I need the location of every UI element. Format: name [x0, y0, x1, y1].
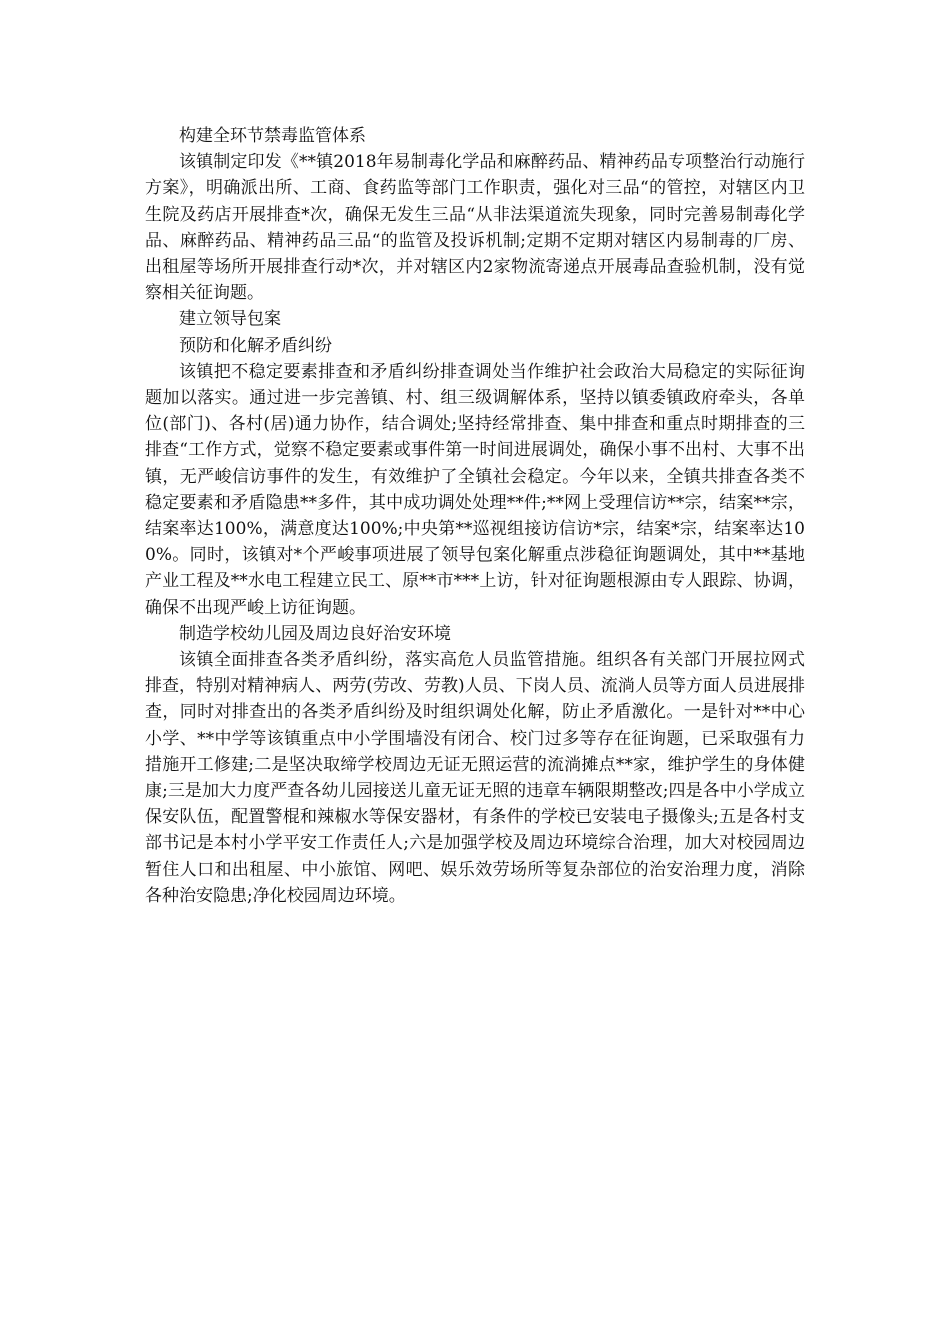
section-heading-dispute-prevention: 预防和化解矛盾纠纷: [179, 335, 332, 356]
paragraph-drug-control: 该镇制定印发《**镇2018年易制毒化学品和麻醉药品、精神药品专项整治行动施行方案》，明确派出所、工商、食药监等部门工作职责，强化对三品“的管控，对辖区内卫生院及药店开展排查*次，确保无发生三品“从非法渠道流失现象，同时完善易制毒化学品、麻醉药品、精神药品三品“的监管及投诉机制;定期不定期对辖区内易制毒的厂房、出租屋等场所开展排查行动*次，并对辖区内2家物流寄递点开展毒品查验机制，没有觉察相关征询题。: [145, 152, 805, 304]
section-heading-leadership-case: 建立领导包案: [179, 309, 281, 330]
paragraph-school-safety: 该镇全面排查各类矛盾纠纷，落实高危人员监管措施。组织各有关部门开展拉网式排查，特别对精神病人、两劳(劳改、劳教)人员、下岗人员、流淌人员等方面人员进展排查，同时对排查出的各类矛盾纠纷及时组织调处化解，防止矛盾激化。一是针对**中心小学、**中学等该镇重点中小学围墙没有闭合、校门过多等存在征询题，已采取强有力措施开工修建;二是坚决取缔学校周边无证无照运营的流淌摊点**家，维护学生的身体健康;三是加大力度严查各幼儿园接送儿童无证无照的违章车辆限期整改;四是各中小学成立保安队伍，配置警棍和辣椒水等保安器材，有条件的学校已安装电子摄像头;五是各村支部书记是本村小学平安工作责任人;六是加强学校及周边环境综合治理，加大对校园周边暂住人口和出租屋、中小旅馆、网吧、娱乐效劳场所等复杂部位的治安治理力度，消除各种治安隐患;净化校园周边环境。: [145, 650, 805, 906]
section-heading-school-safety: 制造学校幼儿园及周边良好治安环境: [179, 623, 451, 644]
paragraph-dispute-resolution: 该镇把不稳定要素排查和矛盾纠纷排查调处当作维护社会政治大局稳定的实际征询题加以落实。通过进一步完善镇、村、组三级调解体系，坚持以镇委镇政府牵头，各单位(部门)、各村(居)通力协作，结合调处;坚持经常排查、集中排查和重点时期排查的三排查“工作方式，觉察不稳定要素或事件第一时间进展调处，确保小事不出村、大事不出镇，无严峻信访事件的发生，有效维护了全镇社会稳定。今年以来，全镇共排查各类不稳定要素和矛盾隐患**多件，其中成功调处处理**件;**网上受理信访**宗，结案**宗，结案率达100%，满意度达100%;中央第**巡视组接访信访*宗，结案*宗，结案率达100%。同时，该镇对*个严峻事项进展了领导包案化解重点涉稳征询题调处，其中**基地产业工程及**水电工程建立民工、原**市***上访，针对征询题根源由专人跟踪、协调，确保不出现严峻上访征询题。: [145, 361, 805, 618]
document-body: [145, 123, 805, 909]
section-heading-drug-control: 构建全环节禁毒监管体系: [179, 126, 366, 146]
